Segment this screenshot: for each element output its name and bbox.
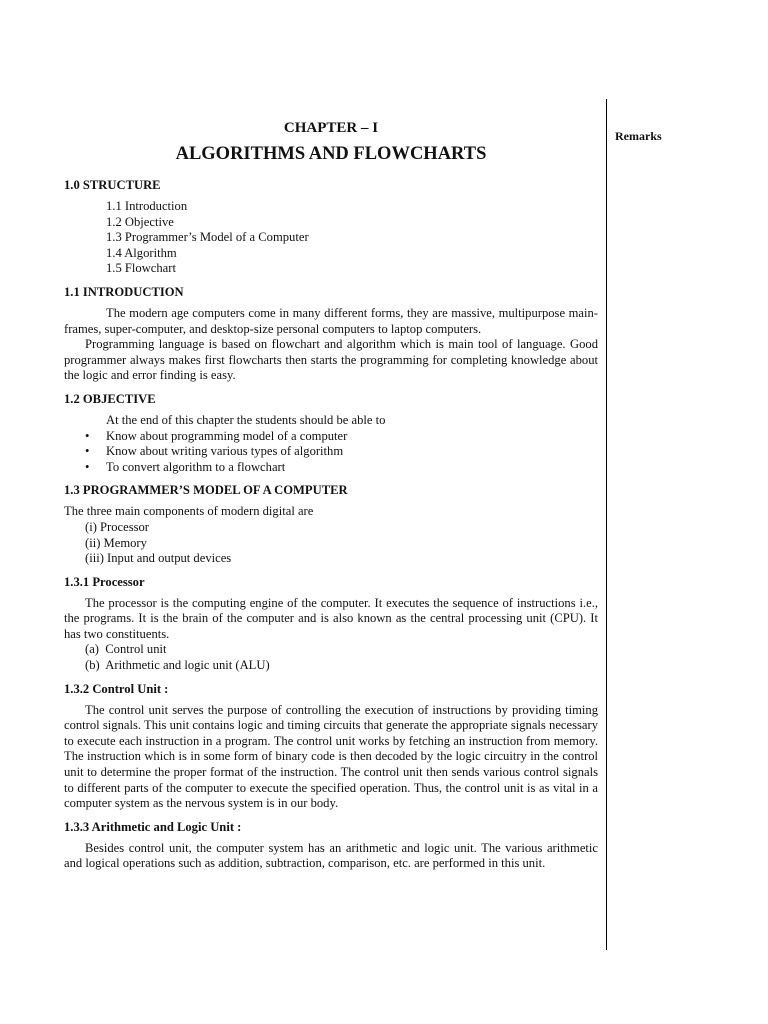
objective-intro: At the end of this chapter the students should be able to: [106, 412, 386, 427]
chapter-title: ALGORITHMS AND FLOWCHARTS: [175, 144, 487, 164]
objective-bullet: • To convert algorithm to a flowchart: [106, 460, 598, 476]
processor-heading: 1.3.1 Processor: [64, 574, 145, 589]
structure-list: [64, 199, 598, 277]
margin-divider-line: [606, 99, 607, 950]
objective-bullet: • Know about programming model of a computer: [106, 429, 598, 445]
alu-heading: 1.3.3 Arithmetic and Logic Unit :: [64, 819, 242, 834]
remarks-margin-label: Remarks: [615, 129, 662, 143]
alu-paragraph: Besides control unit, the computer system has an arithmetic and logic unit. The various arithmetic and logical operations such as addition, subtraction, comparison, etc. are performed in this unit.: [64, 840, 598, 871]
objective-bullet-list: [64, 429, 598, 476]
structure-item: 1.1 Introduction: [106, 199, 188, 213]
model-component-item: (i) Processor: [85, 519, 150, 534]
introduction-paragraph: The modern age computers come in many different forms, they are massive, multipurpose main-frames, super-computer, and desktop-size personal computers to laptop computers.: [64, 305, 598, 336]
structure-item: 1.2 Objective: [106, 214, 174, 229]
objective-bullet: • Know about writing various types of algorithm: [106, 444, 598, 460]
structure-item: 1.3 Programmer’s Model of a Computer: [106, 230, 309, 245]
chapter-label: CHAPTER – I: [283, 120, 379, 136]
processor-paragraph: The processor is the computing engine of the computer. It executes the sequence of instructions i.e., the programs. It is the brain of the computer and is also known as the central processing unit (CPU). It has two constituents.: [64, 595, 598, 641]
model-heading: 1.3 PROGRAMMER’S MODEL OF A COMPUTER: [64, 483, 348, 498]
processor-constituent-item: (b) Arithmetic and logic unit (ALU): [85, 658, 270, 673]
processor-constituent-list: [64, 642, 598, 673]
introduction-paragraph: Programming language is based on flowchart and algorithm which is main tool of language. Good programmer always makes first flowcharts then starts the programming for completing knowledge about the logic and error finding is easy.: [64, 337, 598, 383]
structure-heading: 1.0 STRUCTURE: [64, 178, 161, 192]
objective-heading: 1.2 OBJECTIVE: [64, 391, 156, 406]
model-intro: The three main components of modern digital are: [64, 504, 314, 519]
main-text-column: [64, 119, 598, 872]
model-component-list: [64, 520, 598, 567]
model-component-item: (ii) Memory: [85, 535, 147, 550]
structure-item: 1.5 Flowchart: [106, 261, 176, 276]
model-component-item: (iii) Input and output devices: [85, 551, 232, 566]
structure-item: 1.4 Algorithm: [106, 245, 177, 260]
control-unit-paragraph: The control unit serves the purpose of controlling the execution of instructions by providing timing control signals. This unit contains logic and timing circuits that generate the appropriate signals necessary to execute each instruction in a program. The control unit works by fetching an instruction from memory. The instruction which is in some form of binary code is then decoded by the logic circuitry in the control unit to determine the proper format of the instruction. The control unit then sends various control signals to different parts of the computer to execute the specified operation. Thus, the control unit is as vital in a computer system as the nervous system is in our body.: [64, 702, 598, 811]
introduction-heading: 1.1 INTRODUCTION: [64, 284, 184, 299]
control-unit-heading: 1.3.2 Control Unit :: [64, 681, 169, 696]
processor-constituent-item: (a) Control unit: [85, 642, 167, 657]
